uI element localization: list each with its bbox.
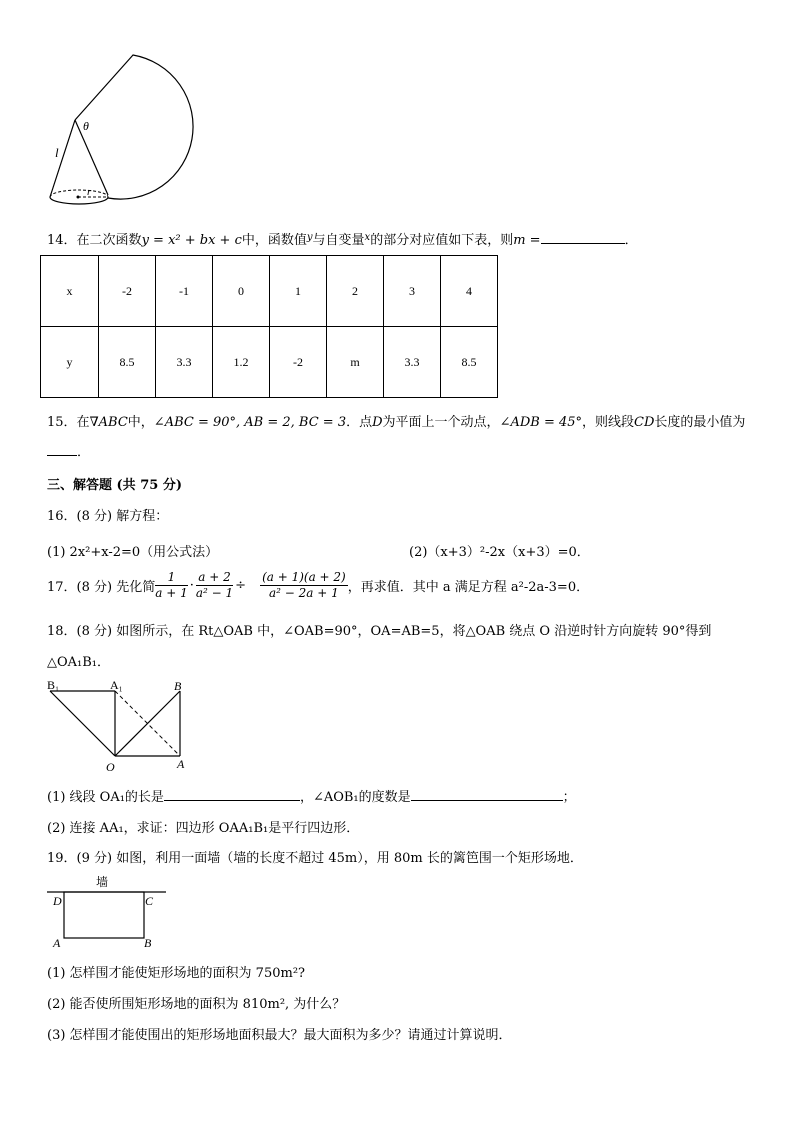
q18-part2: (2) 连接 AA₁，求证：四边形 OAA₁B₁是平行四边形．	[47, 821, 360, 836]
fraction: $\frac{(a + 1)(a + 2)}{\text{a² − 2a + 1}}$	[262, 570, 346, 600]
fraction: $\frac{a + 2}{\text{a² − 1}}$	[195, 570, 234, 600]
q15-answer-blank[interactable]	[47, 443, 77, 456]
cone-slant-right	[75, 120, 108, 195]
label-l: l	[55, 145, 59, 160]
table-row: y 8.5 3.3 1.2 -2 m 3.3 8.5	[41, 327, 498, 398]
label-a: A	[53, 936, 61, 950]
label-r: r	[87, 186, 92, 198]
q15-answer-line: ．	[47, 441, 90, 460]
q16-header: 16．(8 分) 解方程：	[47, 509, 169, 524]
q16-part1: (1) 2x²+x-2=0（用公式法）	[47, 545, 219, 560]
cone-center-dot	[77, 196, 80, 199]
rotation-figure	[40, 676, 200, 776]
wall-rectangle-figure	[44, 872, 174, 952]
q18-part1: (1) 线段 OA₁的长是 ，∠AOB₁的度数是 ；	[47, 790, 576, 805]
label-b: B	[174, 679, 182, 693]
q18-length-blank[interactable]	[164, 788, 300, 801]
label-wall: 墙	[96, 875, 109, 889]
fraction: $\frac{1}{a + 1}$	[155, 570, 188, 600]
cone-slant-left	[50, 120, 75, 197]
q18-line1: 18．(8 分) 如图所示，在 Rt△OAB 中，∠OAB=90°，OA=AB=5，将△OAB 绕点 O 沿逆时针方向旋转 90°得到	[47, 624, 712, 639]
section-title: 三、解答题 (共 75 分)	[47, 478, 182, 493]
cone-sector-figure	[40, 50, 200, 210]
seg-b1-o	[50, 691, 115, 756]
q18-angle-blank[interactable]	[411, 788, 563, 801]
q14-answer-blank[interactable]	[541, 231, 625, 244]
table-row: x -2 -1 0 1 2 3 4	[41, 256, 498, 327]
q15-text: 15．在∇ABC中，∠ABC = 90°, AB = 2, BC = 3．点D为平面上一个动点，∠ADB = 45°，则线段CD长度的最小值为	[47, 415, 746, 430]
fence-rectangle	[64, 892, 144, 938]
q17-text: 17．(8 分) 先化简 $\frac{1}{a + 1}$ · $\frac{a + 2}{\text{a² − 1}}$ ÷ $\frac{(a + 1)(a + 2)}{\text{a² − 2a + 1}}$ ，再求值．其中 a 满足方程 a²-2a-3=0．	[47, 570, 590, 600]
label-a: A	[177, 757, 185, 771]
label-d: D	[53, 894, 62, 908]
q18-line2: △OA₁B₁．	[47, 655, 111, 670]
q16-part2: (2)（x+3）²-2x（x+3）=0．	[409, 545, 590, 560]
label-b: B	[144, 936, 152, 950]
q14-text: 14．在二次函数y = x² + bx + c中，函数值$^y$与自变量$^x$的部分对应值如下表，则m = ．	[47, 232, 638, 248]
label-theta: θ	[83, 119, 89, 133]
sector-arc	[75, 55, 193, 199]
q14-value-table	[40, 255, 498, 398]
label-c: C	[145, 894, 154, 908]
label-a1: A₁	[110, 678, 123, 692]
q19-line1: 19．(9 分) 如图，利用一面墙（墙的长度不超过 45m），用 80m 长的篱笆围一个矩形场地．	[47, 851, 583, 866]
q19-part3: (3) 怎样围才能使围出的矩形场地面积最大？最大面积为多少？请通过计算说明．	[47, 1028, 512, 1043]
label-b1: B₁	[47, 678, 60, 692]
q19-part2: (2) 能否使所围矩形场地的面积为 810m², 为什么？	[47, 997, 346, 1012]
q19-part1: (1) 怎样围才能使矩形场地的面积为 750m²?	[47, 966, 306, 981]
label-o: O	[106, 760, 115, 774]
